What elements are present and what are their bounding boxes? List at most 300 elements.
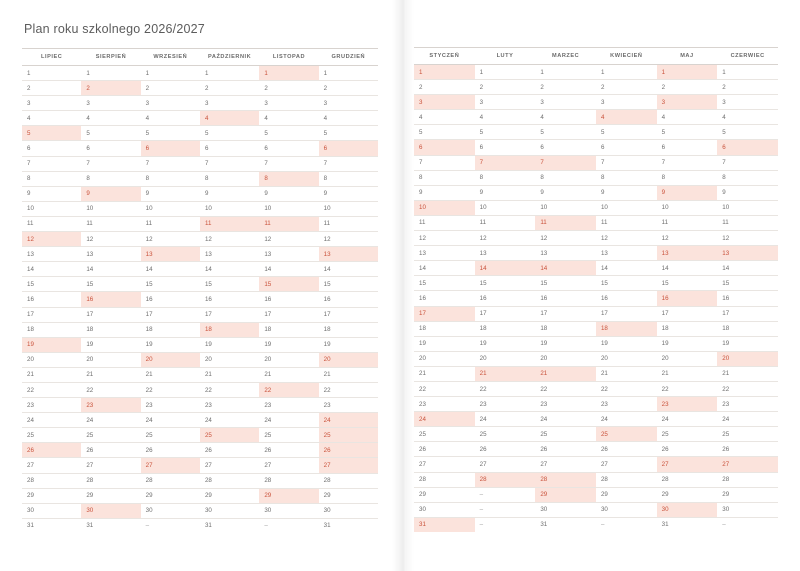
day-cell[interactable]: 3 (141, 96, 200, 111)
day-cell[interactable]: 11 (596, 215, 657, 230)
day-cell[interactable]: 26 (81, 443, 140, 458)
day-cell[interactable]: 16 (200, 292, 259, 307)
day-cell[interactable]: – (475, 502, 536, 517)
day-cell[interactable]: 11 (141, 216, 200, 231)
day-cell[interactable]: 9 (535, 185, 596, 200)
day-cell[interactable]: 29 (717, 487, 778, 502)
day-cell[interactable]: 27 (319, 458, 378, 473)
day-cell[interactable]: 14 (81, 262, 140, 277)
day-cell[interactable]: 13 (200, 247, 259, 262)
day-cell[interactable]: 6 (200, 141, 259, 156)
day-cell[interactable]: 2 (535, 80, 596, 95)
day-cell[interactable]: 1 (657, 65, 718, 80)
day-cell[interactable]: 9 (81, 186, 140, 201)
day-cell[interactable]: 13 (596, 246, 657, 261)
day-cell[interactable]: 10 (319, 201, 378, 216)
day-cell[interactable]: 7 (535, 155, 596, 170)
day-cell[interactable]: 22 (596, 381, 657, 396)
day-cell[interactable]: 6 (259, 141, 318, 156)
day-cell[interactable]: 6 (414, 140, 475, 155)
day-cell[interactable]: 23 (414, 397, 475, 412)
day-cell[interactable]: 5 (657, 125, 718, 140)
day-cell[interactable]: 5 (475, 125, 536, 140)
day-cell[interactable]: 29 (81, 488, 140, 503)
day-cell[interactable]: 22 (200, 382, 259, 397)
day-cell[interactable]: 16 (596, 291, 657, 306)
day-cell[interactable]: 14 (22, 262, 81, 277)
day-cell[interactable]: 19 (535, 336, 596, 351)
day-cell[interactable]: 13 (657, 246, 718, 261)
day-cell[interactable]: 14 (657, 261, 718, 276)
day-cell[interactable]: 14 (319, 262, 378, 277)
day-cell[interactable]: – (596, 517, 657, 532)
day-cell[interactable]: 24 (717, 412, 778, 427)
day-cell[interactable]: 28 (657, 472, 718, 487)
day-cell[interactable]: 22 (414, 381, 475, 396)
day-cell[interactable]: 22 (141, 382, 200, 397)
day-cell[interactable]: 29 (200, 488, 259, 503)
day-cell[interactable]: 28 (81, 473, 140, 488)
day-cell[interactable]: 18 (259, 322, 318, 337)
day-cell[interactable]: 13 (717, 246, 778, 261)
day-cell[interactable]: 18 (22, 322, 81, 337)
day-cell[interactable]: 7 (657, 155, 718, 170)
day-cell[interactable]: 9 (200, 186, 259, 201)
day-cell[interactable]: – (717, 517, 778, 532)
day-cell[interactable]: 3 (259, 96, 318, 111)
day-cell[interactable]: 8 (200, 171, 259, 186)
day-cell[interactable]: 28 (535, 472, 596, 487)
day-cell[interactable]: 30 (596, 502, 657, 517)
day-cell[interactable]: 28 (596, 472, 657, 487)
day-cell[interactable]: 22 (259, 382, 318, 397)
day-cell[interactable]: 3 (200, 96, 259, 111)
day-cell[interactable]: 2 (657, 80, 718, 95)
day-cell[interactable]: – (475, 487, 536, 502)
day-cell[interactable]: 24 (200, 413, 259, 428)
day-cell[interactable]: 2 (259, 81, 318, 96)
day-cell[interactable]: 29 (22, 488, 81, 503)
day-cell[interactable]: 12 (475, 231, 536, 246)
day-cell[interactable]: 26 (259, 443, 318, 458)
day-cell[interactable]: 13 (141, 247, 200, 262)
day-cell[interactable]: 5 (81, 126, 140, 141)
day-cell[interactable]: 20 (596, 351, 657, 366)
day-cell[interactable]: 2 (475, 80, 536, 95)
day-cell[interactable]: 19 (22, 337, 81, 352)
day-cell[interactable]: 17 (81, 307, 140, 322)
day-cell[interactable]: 6 (717, 140, 778, 155)
day-cell[interactable]: 8 (319, 171, 378, 186)
day-cell[interactable]: 17 (717, 306, 778, 321)
day-cell[interactable]: 8 (475, 170, 536, 185)
day-cell[interactable]: 21 (81, 367, 140, 382)
day-cell[interactable]: 21 (414, 366, 475, 381)
day-cell[interactable]: 12 (259, 232, 318, 247)
day-cell[interactable]: 9 (319, 186, 378, 201)
day-cell[interactable]: 5 (141, 126, 200, 141)
day-cell[interactable]: 9 (717, 185, 778, 200)
day-cell[interactable]: 1 (141, 66, 200, 81)
day-cell[interactable]: 30 (22, 503, 81, 518)
day-cell[interactable]: 15 (319, 277, 378, 292)
day-cell[interactable]: 10 (22, 201, 81, 216)
day-cell[interactable]: 6 (535, 140, 596, 155)
day-cell[interactable]: 19 (259, 337, 318, 352)
day-cell[interactable]: 21 (259, 367, 318, 382)
day-cell[interactable]: 26 (200, 443, 259, 458)
day-cell[interactable]: 28 (259, 473, 318, 488)
day-cell[interactable]: 13 (259, 247, 318, 262)
day-cell[interactable]: 18 (200, 322, 259, 337)
day-cell[interactable]: 20 (414, 351, 475, 366)
day-cell[interactable]: 21 (475, 366, 536, 381)
day-cell[interactable]: 8 (717, 170, 778, 185)
day-cell[interactable]: 24 (81, 413, 140, 428)
day-cell[interactable]: 8 (414, 170, 475, 185)
day-cell[interactable]: 11 (535, 215, 596, 230)
day-cell[interactable]: 1 (535, 65, 596, 80)
day-cell[interactable]: 26 (141, 443, 200, 458)
day-cell[interactable]: 26 (717, 442, 778, 457)
day-cell[interactable]: 24 (259, 413, 318, 428)
day-cell[interactable]: 5 (717, 125, 778, 140)
day-cell[interactable]: 23 (657, 397, 718, 412)
day-cell[interactable]: 26 (475, 442, 536, 457)
day-cell[interactable]: 23 (717, 397, 778, 412)
day-cell[interactable]: 6 (22, 141, 81, 156)
day-cell[interactable]: 4 (475, 110, 536, 125)
day-cell[interactable]: 1 (259, 66, 318, 81)
day-cell[interactable]: 25 (475, 427, 536, 442)
day-cell[interactable]: 15 (141, 277, 200, 292)
day-cell[interactable]: 14 (475, 261, 536, 276)
day-cell[interactable]: 26 (22, 443, 81, 458)
day-cell[interactable]: 20 (81, 352, 140, 367)
day-cell[interactable]: 24 (141, 413, 200, 428)
day-cell[interactable]: 8 (81, 171, 140, 186)
day-cell[interactable]: 15 (259, 277, 318, 292)
day-cell[interactable]: 24 (319, 413, 378, 428)
day-cell[interactable]: 17 (319, 307, 378, 322)
day-cell[interactable]: 10 (717, 200, 778, 215)
day-cell[interactable]: 4 (535, 110, 596, 125)
day-cell[interactable]: 4 (596, 110, 657, 125)
day-cell[interactable]: 3 (657, 95, 718, 110)
day-cell[interactable]: 11 (475, 215, 536, 230)
day-cell[interactable]: 27 (596, 457, 657, 472)
day-cell[interactable]: 12 (535, 231, 596, 246)
day-cell[interactable]: 29 (259, 488, 318, 503)
day-cell[interactable]: 17 (535, 306, 596, 321)
day-cell[interactable]: 18 (414, 321, 475, 336)
day-cell[interactable]: 6 (475, 140, 536, 155)
day-cell[interactable]: 1 (319, 66, 378, 81)
day-cell[interactable]: 25 (535, 427, 596, 442)
day-cell[interactable]: 23 (535, 397, 596, 412)
day-cell[interactable]: 2 (81, 81, 140, 96)
day-cell[interactable]: – (141, 518, 200, 533)
day-cell[interactable]: 20 (657, 351, 718, 366)
day-cell[interactable]: 31 (81, 518, 140, 533)
day-cell[interactable]: 18 (319, 322, 378, 337)
day-cell[interactable]: 4 (81, 111, 140, 126)
day-cell[interactable]: 15 (535, 276, 596, 291)
day-cell[interactable]: 28 (319, 473, 378, 488)
day-cell[interactable]: 19 (319, 337, 378, 352)
day-cell[interactable]: 2 (717, 80, 778, 95)
day-cell[interactable]: 8 (657, 170, 718, 185)
day-cell[interactable]: 24 (22, 413, 81, 428)
day-cell[interactable]: 17 (259, 307, 318, 322)
day-cell[interactable]: 9 (259, 186, 318, 201)
day-cell[interactable]: 9 (475, 185, 536, 200)
day-cell[interactable]: 13 (535, 246, 596, 261)
day-cell[interactable]: 19 (81, 337, 140, 352)
day-cell[interactable]: 22 (22, 382, 81, 397)
day-cell[interactable]: 28 (141, 473, 200, 488)
day-cell[interactable]: 20 (200, 352, 259, 367)
day-cell[interactable]: 7 (81, 156, 140, 171)
day-cell[interactable]: 7 (596, 155, 657, 170)
day-cell[interactable]: 20 (141, 352, 200, 367)
day-cell[interactable]: 25 (596, 427, 657, 442)
day-cell[interactable]: 19 (414, 336, 475, 351)
day-cell[interactable]: 16 (475, 291, 536, 306)
day-cell[interactable]: 21 (319, 367, 378, 382)
day-cell[interactable]: 15 (596, 276, 657, 291)
day-cell[interactable]: 4 (200, 111, 259, 126)
day-cell[interactable]: 26 (319, 443, 378, 458)
day-cell[interactable]: 6 (319, 141, 378, 156)
day-cell[interactable]: 31 (414, 517, 475, 532)
day-cell[interactable]: 3 (717, 95, 778, 110)
day-cell[interactable]: 25 (717, 427, 778, 442)
day-cell[interactable]: 8 (22, 171, 81, 186)
day-cell[interactable]: 27 (657, 457, 718, 472)
day-cell[interactable]: 10 (657, 200, 718, 215)
day-cell[interactable]: 9 (596, 185, 657, 200)
day-cell[interactable]: 18 (81, 322, 140, 337)
day-cell[interactable]: 13 (414, 246, 475, 261)
day-cell[interactable]: 16 (657, 291, 718, 306)
day-cell[interactable]: 16 (414, 291, 475, 306)
day-cell[interactable]: 9 (657, 185, 718, 200)
day-cell[interactable]: 20 (22, 352, 81, 367)
day-cell[interactable]: 25 (22, 428, 81, 443)
day-cell[interactable]: 27 (259, 458, 318, 473)
day-cell[interactable]: 29 (141, 488, 200, 503)
day-cell[interactable]: 30 (657, 502, 718, 517)
day-cell[interactable]: 4 (22, 111, 81, 126)
day-cell[interactable]: 12 (657, 231, 718, 246)
day-cell[interactable]: 7 (414, 155, 475, 170)
day-cell[interactable]: 25 (259, 428, 318, 443)
day-cell[interactable]: 6 (81, 141, 140, 156)
day-cell[interactable]: 6 (141, 141, 200, 156)
day-cell[interactable]: 27 (414, 457, 475, 472)
day-cell[interactable]: 14 (141, 262, 200, 277)
day-cell[interactable]: 27 (717, 457, 778, 472)
day-cell[interactable]: 19 (657, 336, 718, 351)
day-cell[interactable]: 11 (657, 215, 718, 230)
day-cell[interactable]: 1 (414, 65, 475, 80)
day-cell[interactable]: 18 (141, 322, 200, 337)
day-cell[interactable]: 1 (200, 66, 259, 81)
day-cell[interactable]: 21 (200, 367, 259, 382)
day-cell[interactable]: 25 (414, 427, 475, 442)
day-cell[interactable]: 8 (141, 171, 200, 186)
day-cell[interactable]: 24 (535, 412, 596, 427)
day-cell[interactable]: 3 (596, 95, 657, 110)
day-cell[interactable]: 27 (200, 458, 259, 473)
day-cell[interactable]: 7 (717, 155, 778, 170)
day-cell[interactable]: 15 (717, 276, 778, 291)
day-cell[interactable]: 11 (319, 216, 378, 231)
day-cell[interactable]: 1 (596, 65, 657, 80)
day-cell[interactable]: 13 (22, 247, 81, 262)
day-cell[interactable]: 26 (414, 442, 475, 457)
day-cell[interactable]: 12 (414, 231, 475, 246)
day-cell[interactable]: 25 (200, 428, 259, 443)
day-cell[interactable]: 31 (22, 518, 81, 533)
day-cell[interactable]: 15 (414, 276, 475, 291)
day-cell[interactable]: 20 (259, 352, 318, 367)
day-cell[interactable]: 7 (259, 156, 318, 171)
day-cell[interactable]: 21 (141, 367, 200, 382)
day-cell[interactable]: 15 (200, 277, 259, 292)
day-cell[interactable]: 24 (596, 412, 657, 427)
day-cell[interactable]: 13 (475, 246, 536, 261)
day-cell[interactable]: 22 (535, 381, 596, 396)
day-cell[interactable]: 2 (22, 81, 81, 96)
day-cell[interactable]: 4 (319, 111, 378, 126)
day-cell[interactable]: 12 (22, 232, 81, 247)
day-cell[interactable]: 23 (319, 398, 378, 413)
day-cell[interactable]: 23 (141, 398, 200, 413)
day-cell[interactable]: 25 (81, 428, 140, 443)
day-cell[interactable]: 17 (22, 307, 81, 322)
day-cell[interactable]: 13 (319, 247, 378, 262)
day-cell[interactable]: 30 (535, 502, 596, 517)
day-cell[interactable]: 20 (535, 351, 596, 366)
day-cell[interactable]: 10 (596, 200, 657, 215)
day-cell[interactable]: 31 (319, 518, 378, 533)
day-cell[interactable]: 12 (717, 231, 778, 246)
day-cell[interactable]: 27 (475, 457, 536, 472)
day-cell[interactable]: 29 (319, 488, 378, 503)
day-cell[interactable]: 6 (596, 140, 657, 155)
day-cell[interactable]: 22 (717, 381, 778, 396)
day-cell[interactable]: 1 (475, 65, 536, 80)
day-cell[interactable]: 27 (22, 458, 81, 473)
day-cell[interactable]: 1 (717, 65, 778, 80)
day-cell[interactable]: 15 (81, 277, 140, 292)
day-cell[interactable]: 22 (319, 382, 378, 397)
day-cell[interactable]: 28 (717, 472, 778, 487)
day-cell[interactable]: 20 (717, 351, 778, 366)
day-cell[interactable]: 17 (141, 307, 200, 322)
day-cell[interactable]: 5 (319, 126, 378, 141)
day-cell[interactable]: 1 (22, 66, 81, 81)
day-cell[interactable]: 29 (414, 487, 475, 502)
day-cell[interactable]: 7 (22, 156, 81, 171)
day-cell[interactable]: 30 (319, 503, 378, 518)
day-cell[interactable]: 19 (141, 337, 200, 352)
day-cell[interactable]: 25 (141, 428, 200, 443)
day-cell[interactable]: 29 (657, 487, 718, 502)
day-cell[interactable]: 22 (475, 381, 536, 396)
day-cell[interactable]: 3 (319, 96, 378, 111)
day-cell[interactable]: 13 (81, 247, 140, 262)
day-cell[interactable]: 14 (717, 261, 778, 276)
day-cell[interactable]: 17 (475, 306, 536, 321)
day-cell[interactable]: 10 (200, 201, 259, 216)
day-cell[interactable]: 7 (319, 156, 378, 171)
day-cell[interactable]: 14 (596, 261, 657, 276)
day-cell[interactable]: 16 (717, 291, 778, 306)
day-cell[interactable]: 26 (596, 442, 657, 457)
day-cell[interactable]: 9 (414, 185, 475, 200)
day-cell[interactable]: 28 (22, 473, 81, 488)
day-cell[interactable]: 23 (81, 398, 140, 413)
day-cell[interactable]: 15 (657, 276, 718, 291)
day-cell[interactable]: 22 (81, 382, 140, 397)
day-cell[interactable]: 11 (200, 216, 259, 231)
day-cell[interactable]: 16 (259, 292, 318, 307)
day-cell[interactable]: 10 (535, 200, 596, 215)
day-cell[interactable]: 19 (200, 337, 259, 352)
day-cell[interactable]: 18 (596, 321, 657, 336)
day-cell[interactable]: 8 (259, 171, 318, 186)
day-cell[interactable]: 10 (81, 201, 140, 216)
day-cell[interactable]: 24 (475, 412, 536, 427)
day-cell[interactable]: 21 (657, 366, 718, 381)
day-cell[interactable]: 30 (414, 502, 475, 517)
day-cell[interactable]: 6 (657, 140, 718, 155)
day-cell[interactable]: 5 (200, 126, 259, 141)
day-cell[interactable]: 4 (657, 110, 718, 125)
day-cell[interactable]: 14 (414, 261, 475, 276)
day-cell[interactable]: 15 (22, 277, 81, 292)
day-cell[interactable]: 18 (475, 321, 536, 336)
day-cell[interactable]: 10 (414, 200, 475, 215)
day-cell[interactable]: 23 (22, 398, 81, 413)
day-cell[interactable]: – (259, 518, 318, 533)
day-cell[interactable]: 1 (81, 66, 140, 81)
day-cell[interactable]: 30 (717, 502, 778, 517)
day-cell[interactable]: 21 (535, 366, 596, 381)
day-cell[interactable]: – (475, 517, 536, 532)
day-cell[interactable]: 11 (414, 215, 475, 230)
day-cell[interactable]: 23 (259, 398, 318, 413)
day-cell[interactable]: 16 (81, 292, 140, 307)
day-cell[interactable]: 30 (259, 503, 318, 518)
day-cell[interactable]: 10 (475, 200, 536, 215)
day-cell[interactable]: 7 (475, 155, 536, 170)
day-cell[interactable]: 10 (259, 201, 318, 216)
day-cell[interactable]: 4 (414, 110, 475, 125)
day-cell[interactable]: 16 (535, 291, 596, 306)
day-cell[interactable]: 8 (535, 170, 596, 185)
day-cell[interactable]: 11 (717, 215, 778, 230)
day-cell[interactable]: 24 (414, 412, 475, 427)
day-cell[interactable]: 21 (717, 366, 778, 381)
day-cell[interactable]: 7 (200, 156, 259, 171)
day-cell[interactable]: 30 (200, 503, 259, 518)
day-cell[interactable]: 4 (259, 111, 318, 126)
day-cell[interactable]: 19 (475, 336, 536, 351)
